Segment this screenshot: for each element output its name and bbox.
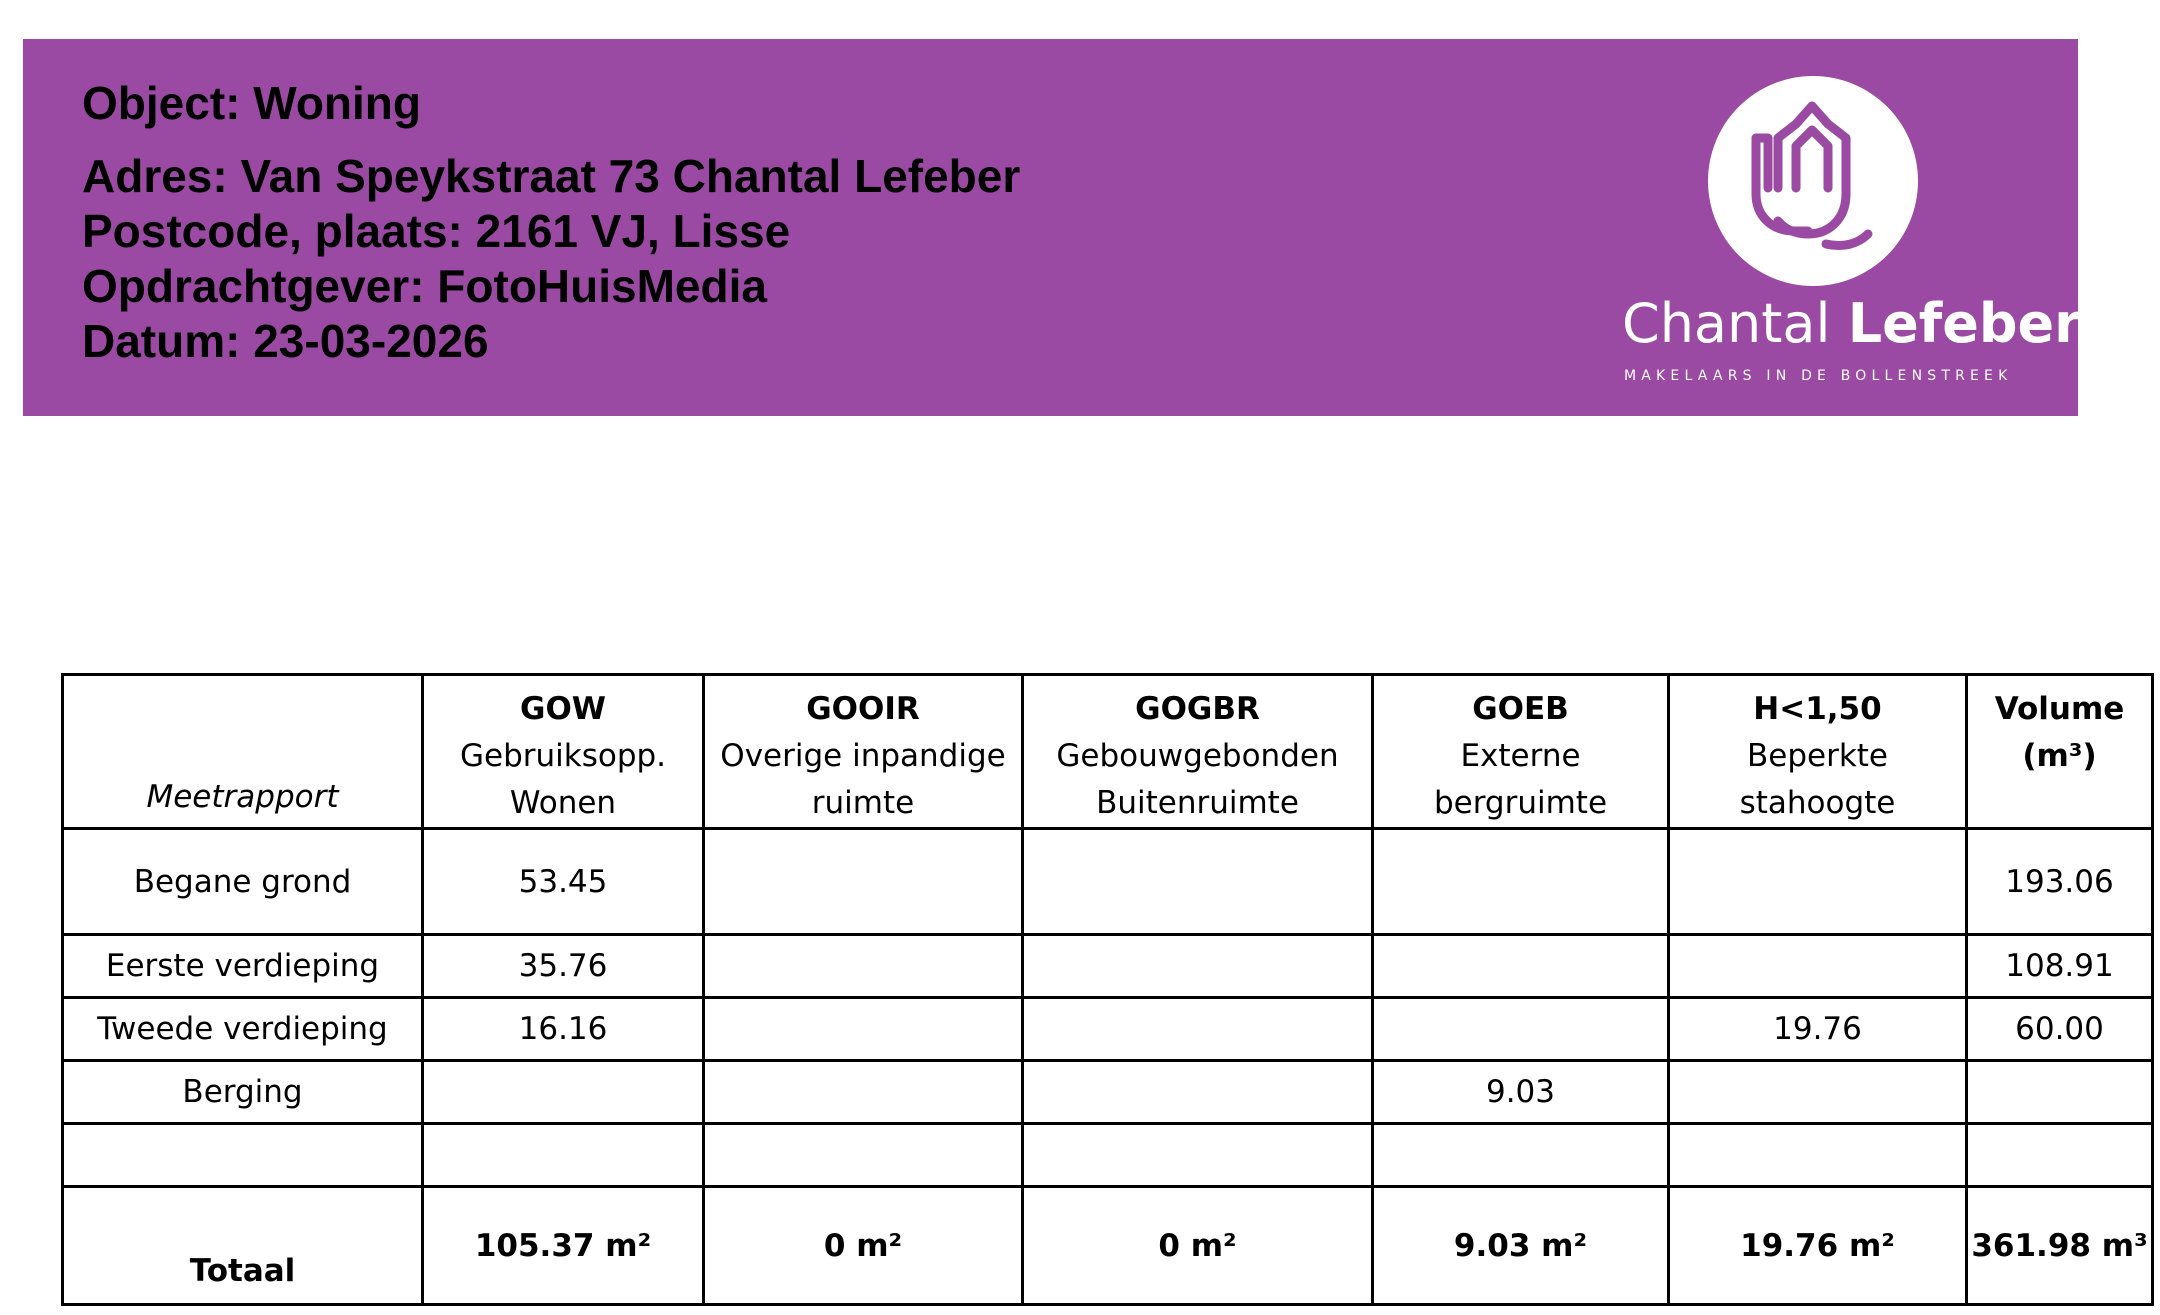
brand-name bbox=[1600, 292, 2081, 355]
table-cell bbox=[1023, 1061, 1373, 1124]
company-logo bbox=[1600, 70, 2081, 400]
table-cell bbox=[1023, 935, 1373, 998]
table-cell bbox=[1373, 935, 1669, 998]
table-cell bbox=[1023, 1124, 1373, 1187]
row-label: Berging bbox=[63, 1061, 423, 1124]
table-cell bbox=[1669, 935, 1967, 998]
table-cell: 193.06 bbox=[1967, 829, 2153, 935]
table-cell bbox=[1669, 1124, 1967, 1187]
row-label: Eerste verdieping bbox=[63, 935, 423, 998]
table-cell: 9.03 bbox=[1373, 1061, 1669, 1124]
brand-name-light: Chantal bbox=[1622, 292, 1848, 355]
address-line: Adres: Van Speykstraat 73 Chantal Lefeber bbox=[82, 150, 1021, 202]
table-cell bbox=[1967, 1061, 2153, 1124]
column-header: GOOIR Overige inpandige ruimte bbox=[704, 675, 1023, 829]
total-cell: 0 m² bbox=[704, 1187, 1023, 1305]
table-row bbox=[63, 935, 2153, 998]
brand-name-bold: Lefeber bbox=[1847, 292, 2081, 355]
table-cell bbox=[704, 998, 1023, 1061]
table-cell bbox=[423, 1061, 704, 1124]
table-cell bbox=[704, 1124, 1023, 1187]
table-cell bbox=[704, 1061, 1023, 1124]
row-label: Tweede verdieping bbox=[63, 998, 423, 1061]
table-cell: 60.00 bbox=[1967, 998, 2153, 1061]
row-label: Begane grond bbox=[63, 829, 423, 935]
meetrapport-label: Meetrapport bbox=[63, 675, 423, 829]
postcode-line: Postcode, plaats: 2161 VJ, Lisse bbox=[82, 205, 791, 257]
column-header: Volume (m³) bbox=[1967, 675, 2153, 829]
table-row bbox=[63, 1061, 2153, 1124]
total-row bbox=[63, 1187, 2153, 1305]
table-cell: 53.45 bbox=[423, 829, 704, 935]
table-row bbox=[63, 829, 2153, 935]
total-cell: 19.76 m² bbox=[1669, 1187, 1967, 1305]
tulip-house-logo-icon bbox=[1708, 76, 1918, 286]
table-cell: 35.76 bbox=[423, 935, 704, 998]
column-header: H<1,50 Beperkte stahoogte bbox=[1669, 675, 1967, 829]
column-header: GOW Gebruiksopp. Wonen bbox=[423, 675, 704, 829]
table-cell bbox=[704, 829, 1023, 935]
table-cell bbox=[1669, 1061, 1967, 1124]
table-row bbox=[63, 1124, 2153, 1187]
table-cell bbox=[704, 935, 1023, 998]
total-label: Totaal bbox=[63, 1187, 423, 1305]
table-cell: 16.16 bbox=[423, 998, 704, 1061]
table-cell bbox=[1669, 829, 1967, 935]
brand-tagline: MAKELAARS IN DE BOLLENSTREEK bbox=[1624, 368, 2013, 384]
table-row bbox=[63, 998, 2153, 1061]
table-cell bbox=[1023, 998, 1373, 1061]
table-cell bbox=[1373, 829, 1669, 935]
date-line: Datum: 23-03-2026 bbox=[82, 315, 489, 367]
table-header-row bbox=[63, 675, 2153, 829]
table-cell bbox=[1373, 998, 1669, 1061]
row-label bbox=[63, 1124, 423, 1187]
client-line: Opdrachtgever: FotoHuisMedia bbox=[82, 260, 767, 312]
measurement-table bbox=[61, 673, 2154, 1306]
table-cell bbox=[1373, 1124, 1669, 1187]
column-header: GOEB Externe bergruimte bbox=[1373, 675, 1669, 829]
column-header: GOGBR Gebouwgebonden Buitenruimte bbox=[1023, 675, 1373, 829]
total-cell: 9.03 m² bbox=[1373, 1187, 1669, 1305]
total-cell: 105.37 m² bbox=[423, 1187, 704, 1305]
table-cell: 19.76 bbox=[1669, 998, 1967, 1061]
table-cell bbox=[1967, 1124, 2153, 1187]
table-cell bbox=[423, 1124, 704, 1187]
total-cell: 0 m² bbox=[1023, 1187, 1373, 1305]
total-cell: 361.98 m³ bbox=[1967, 1187, 2153, 1305]
table-cell: 108.91 bbox=[1967, 935, 2153, 998]
header-info bbox=[82, 76, 1020, 369]
object-line: Object: Woning bbox=[82, 77, 422, 129]
table-cell bbox=[1023, 829, 1373, 935]
